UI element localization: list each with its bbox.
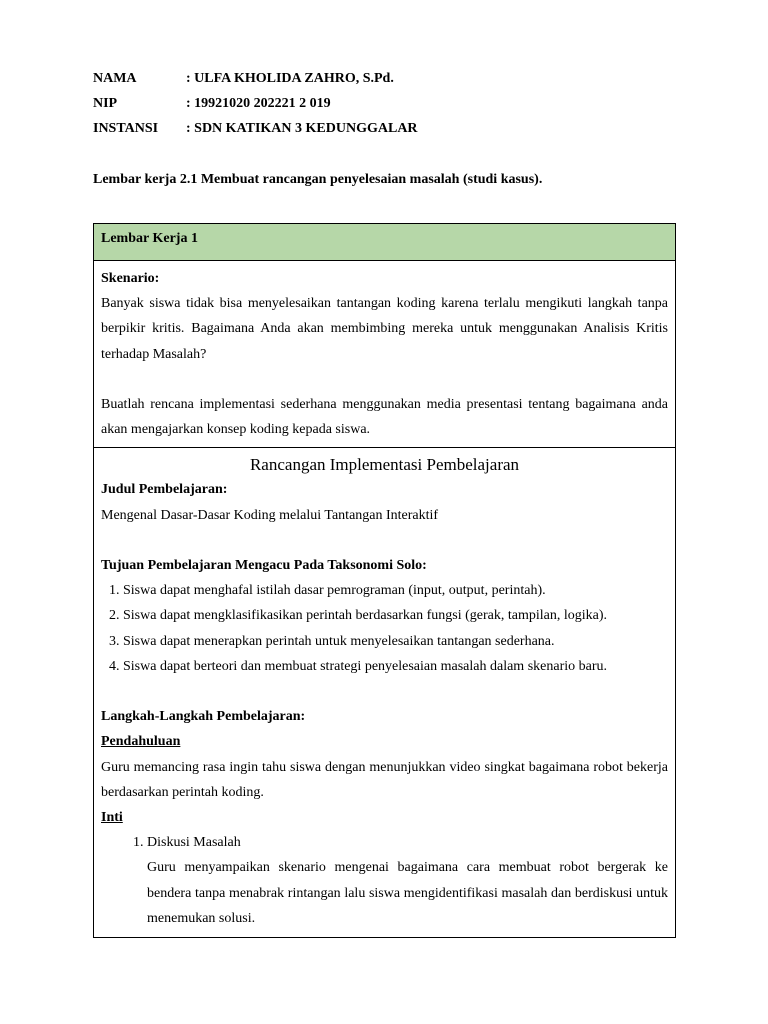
inti-steps-list xyxy=(101,830,668,931)
institution-label: INSTANSI xyxy=(93,121,159,136)
inti-label: Inti xyxy=(101,810,123,826)
institution-value: : SDN KATIKAN 3 KEDUNGGALAR xyxy=(186,121,418,136)
scenario-label: Skenario: xyxy=(101,271,160,286)
spacer xyxy=(101,679,668,704)
judul-text: Mengenal Dasar-Dasar Koding melalui Tantangan Interaktif xyxy=(101,507,439,523)
worksheet-subtitle: Lembar kerja 2.1 Membuat rancangan penyelesaian masalah (studi kasus). xyxy=(93,172,543,187)
scenario-text: Banyak siswa tidak bisa menyelesaikan tantangan koding karena terlalu mengikuti langkah tanpa berpikir kritis. Bagaimana Anda akan membimbing mereka untuk menggunakan Analisis Kritis terhadap Masalah? xyxy=(101,296,668,362)
name-label: NAMA xyxy=(93,71,137,86)
inti-step xyxy=(147,830,668,931)
pendahuluan-label: Pendahuluan xyxy=(101,734,181,750)
worksheet-header-cell xyxy=(94,224,676,261)
task-text: Buatlah rencana implementasi sederhana menggunakan media presentasi tentang bagaimana anda akan mengajarkan konsep koding kepada siswa. xyxy=(101,397,668,438)
tujuan-label: Tujuan Pembelajaran Mengacu Pada Taksonomi Solo: xyxy=(101,558,427,573)
identity-name-row xyxy=(93,69,418,94)
identity-nip-row xyxy=(93,94,418,119)
worksheet-table xyxy=(93,223,676,938)
inti-step-title: 1. Diskusi Masalah xyxy=(147,835,241,851)
spacer xyxy=(101,528,668,553)
name-value: : ULFA KHOLIDA ZAHRO, S.Pd. xyxy=(186,71,394,86)
identity-block xyxy=(93,69,418,144)
identity-institution-row xyxy=(93,119,418,144)
nip-value: : 19921020 202221 2 019 xyxy=(186,96,331,111)
inti-step-text: Guru menyampaikan skenario mengenai bagaimana cara membuat robot bergerak ke bendera tanpa menabrak rintangan lalu siswa mengidentifikasi masalah dan berdiskusi untuk menemukan solusi. xyxy=(147,860,668,926)
goal-item: 1. Siswa dapat menghafal istilah dasar pemrograman (input, output, perintah). xyxy=(123,578,668,603)
plan-cell xyxy=(94,448,676,938)
spacer xyxy=(101,367,668,392)
pendahuluan-text: Guru memancing rasa ingin tahu siswa dengan menunjukkan video singkat bagaimana robot bekerja berdasarkan perintah koding. xyxy=(101,759,668,800)
langkah-label: Langkah-Langkah Pembelajaran: xyxy=(101,709,306,725)
nip-label: NIP xyxy=(93,96,118,111)
goal-item: 3. Siswa dapat menerapkan perintah untuk menyelesaikan tantangan sederhana. xyxy=(123,629,668,654)
goals-list xyxy=(101,578,668,679)
scenario-cell xyxy=(94,261,676,448)
judul-label: Judul Pembelajaran: xyxy=(101,482,228,498)
goal-item: 2. Siswa dapat mengklasifikasikan perintah berdasarkan fungsi (gerak, tampilan, logika). xyxy=(123,603,668,628)
worksheet-header: Lembar Kerja 1 xyxy=(101,231,198,246)
plan-title: Rancangan Implementasi Pembelajaran xyxy=(249,455,520,475)
goal-item: 4. Siswa dapat berteori dan membuat strategi penyelesaian masalah dalam skenario baru. xyxy=(123,654,668,679)
